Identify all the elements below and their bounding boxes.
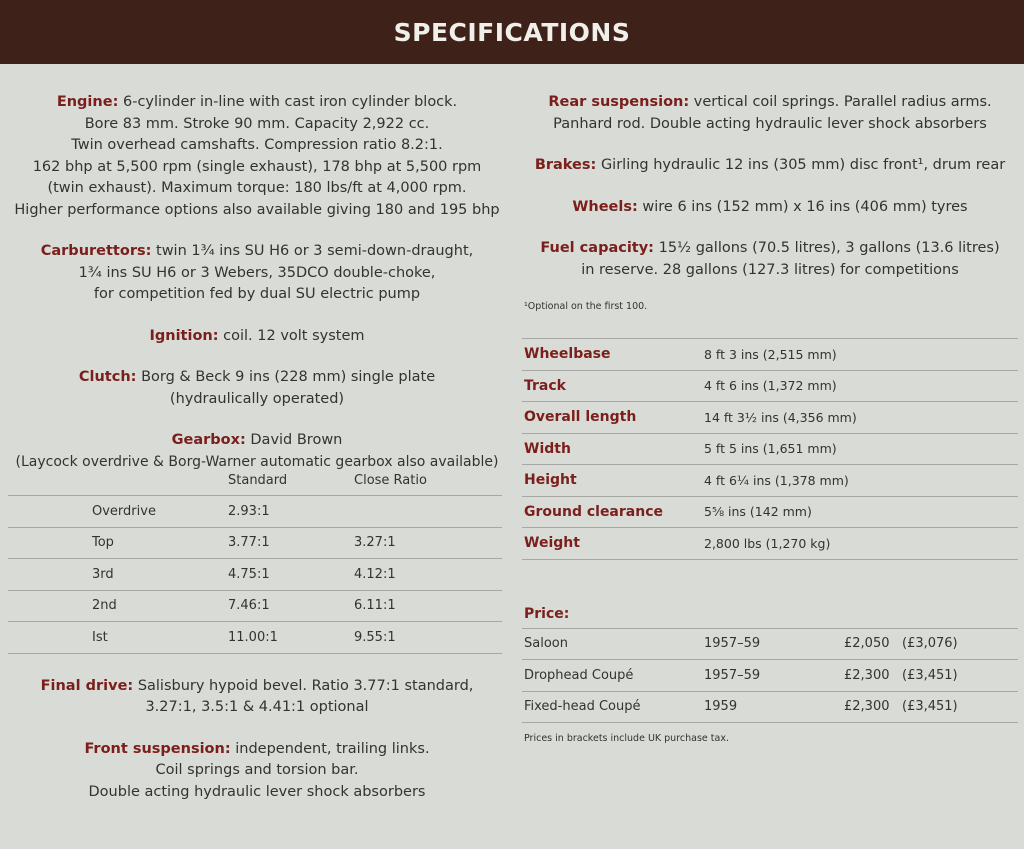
dimension-name: Height xyxy=(522,465,704,497)
standard-ratio: 3.77:1 xyxy=(228,527,354,559)
table-row xyxy=(8,559,502,591)
column-standard: Standard xyxy=(228,473,288,488)
gear-ratio-table xyxy=(8,495,502,654)
price-incl-tax: (£3,451) xyxy=(902,691,1018,723)
price-model: Saloon xyxy=(522,628,704,660)
standard-ratio: 2.93:1 xyxy=(228,496,354,528)
close-ratio: 3.27:1 xyxy=(354,527,502,559)
table-row xyxy=(8,590,502,622)
standard-ratio: 4.75:1 xyxy=(228,559,354,591)
dimension-value: 5 ft 5 ins (1,651 mm) xyxy=(704,433,1018,465)
table-row xyxy=(522,691,1018,723)
fuel-capacity-spec: Fuel capacity: 15½ gallons (70.5 litres), 3 gallons (13.6 litres) in reserve. 28 gallons (127.3 litres) for competitions xyxy=(540,240,1000,278)
clutch-spec: Clutch: Borg & Beck 9 ins (228 mm) single plate (hydraulically operated) xyxy=(78,369,436,407)
brakes-label: Brakes: xyxy=(534,157,597,173)
wheels-spec: Wheels: wire 6 ins (152 mm) x 16 ins (406 mm) tyres xyxy=(572,198,968,215)
gear-table-header xyxy=(0,473,514,495)
dimensions-table xyxy=(522,338,1018,560)
price-incl-tax: (£3,076) xyxy=(902,628,1018,660)
gear-name: 2nd xyxy=(92,590,228,622)
price-model: Fixed-head Coupé xyxy=(522,691,704,723)
price-amount: £2,300 xyxy=(844,691,902,723)
final-drive-label: Final drive: xyxy=(40,677,134,694)
table-row xyxy=(522,496,1018,528)
rear-suspension-spec: Rear suspension: vertical coil springs. Parallel radius arms. Panhard rod. Double acting hydraulic lever shock absorbers xyxy=(548,94,992,132)
right-column xyxy=(516,92,1024,744)
price-years: 1957–59 xyxy=(704,628,844,660)
table-row xyxy=(522,370,1018,402)
gearbox-spec: Gearbox: David Brown (Laycock overdrive & Borg-Warner automatic gearbox also available) xyxy=(15,432,499,470)
price-label: Price: xyxy=(524,605,570,622)
header-bar xyxy=(0,0,1024,64)
close-ratio: 6.11:1 xyxy=(354,590,502,622)
gear-name: Top xyxy=(92,527,228,559)
ignition-spec: Ignition: coil. 12 volt system xyxy=(149,327,365,344)
table-row xyxy=(8,527,502,559)
table-row xyxy=(522,402,1018,434)
table-row xyxy=(522,465,1018,497)
carburettors-spec: Carburettors: twin 1¾ ins SU H6 or 3 semi-down-draught, 1¾ ins SU H6 or 3 Webers, 35DCO double-choke, for competition fed by dual SU electric pump xyxy=(40,243,474,302)
close-ratio xyxy=(354,496,502,528)
left-column xyxy=(0,92,514,823)
dimension-value: 8 ft 3 ins (2,515 mm) xyxy=(704,339,1018,371)
table-row xyxy=(522,628,1018,660)
price-table xyxy=(522,628,1018,724)
engine-spec: Engine: 6-cylinder in-line with cast iron cylinder block. Bore 83 mm. Stroke 90 mm. Capacity 2,922 cc. Twin overhead camshafts. Compression ratio 8.2:1. 162 bhp at 5,500 rpm (single exhaust), 178 bhp at 5,500 rpm (twin exhaust). Maximum torque: 180 lbs/ft at 4,000 rpm. Higher performance options also available giving 180 and 195 bhp xyxy=(14,94,500,218)
table-row xyxy=(522,660,1018,692)
dimension-name: Wheelbase xyxy=(522,339,704,371)
table-row xyxy=(8,496,502,528)
standard-ratio: 11.00:1 xyxy=(228,622,354,654)
price-note: Prices in brackets include UK purchase tax. xyxy=(524,733,729,744)
close-ratio: 9.55:1 xyxy=(354,622,502,654)
ignition-label: Ignition: xyxy=(149,327,219,344)
dimension-value: 2,800 lbs (1,270 kg) xyxy=(704,528,1018,560)
front-suspension-spec: Front suspension: independent, trailing links. Coil springs and torsion bar. Double acting hydraulic lever shock absorbers xyxy=(84,740,430,800)
dimension-name: Weight xyxy=(522,528,704,560)
dimension-value: 5⅝ ins (142 mm) xyxy=(704,496,1018,528)
price-amount: £2,300 xyxy=(844,660,902,692)
wheels-label: Wheels: xyxy=(572,198,638,215)
table-row xyxy=(522,339,1018,371)
rear-suspension-label: Rear suspension: xyxy=(548,94,690,110)
dimension-value: 4 ft 6 ins (1,372 mm) xyxy=(704,370,1018,402)
price-amount: £2,050 xyxy=(844,628,902,660)
dimension-name: Width xyxy=(522,433,704,465)
engine-label: Engine: xyxy=(56,94,119,110)
clutch-label: Clutch: xyxy=(78,369,137,385)
price-model: Drophead Coupé xyxy=(522,660,704,692)
dimension-name: Track xyxy=(522,370,704,402)
table-row xyxy=(522,433,1018,465)
gear-name: Ist xyxy=(92,622,228,654)
standard-ratio: 7.46:1 xyxy=(228,590,354,622)
close-ratio: 4.12:1 xyxy=(354,559,502,591)
table-row xyxy=(522,528,1018,560)
carburettors-label: Carburettors: xyxy=(40,243,152,259)
page-title: SPECIFICATIONS xyxy=(393,17,631,47)
brakes-spec: Brakes: Girling hydraulic 12 ins (305 mm) disc front¹, drum rear xyxy=(534,157,1006,173)
gear-name: 3rd xyxy=(92,559,228,591)
dimension-value: 4 ft 6¼ ins (1,378 mm) xyxy=(704,465,1018,497)
gearbox-label: Gearbox: xyxy=(171,432,246,448)
dimension-name: Overall length xyxy=(522,402,704,434)
price-years: 1959 xyxy=(704,691,844,723)
price-years: 1957–59 xyxy=(704,660,844,692)
dimension-value: 14 ft 3½ ins (4,356 mm) xyxy=(704,402,1018,434)
front-suspension-label: Front suspension: xyxy=(84,740,231,757)
table-row xyxy=(8,622,502,654)
fuel-capacity-label: Fuel capacity: xyxy=(540,240,654,256)
column-close-ratio: Close Ratio xyxy=(354,473,427,488)
gear-name: Overdrive xyxy=(92,496,228,528)
footnote: ¹Optional on the first 100. xyxy=(524,301,648,312)
final-drive-spec: Final drive: Salisbury hypoid bevel. Ratio 3.77:1 standard, 3.27:1, 3.5:1 & 4.41:1 optional xyxy=(40,677,474,715)
price-incl-tax: (£3,451) xyxy=(902,660,1018,692)
dimension-name: Ground clearance xyxy=(522,496,704,528)
